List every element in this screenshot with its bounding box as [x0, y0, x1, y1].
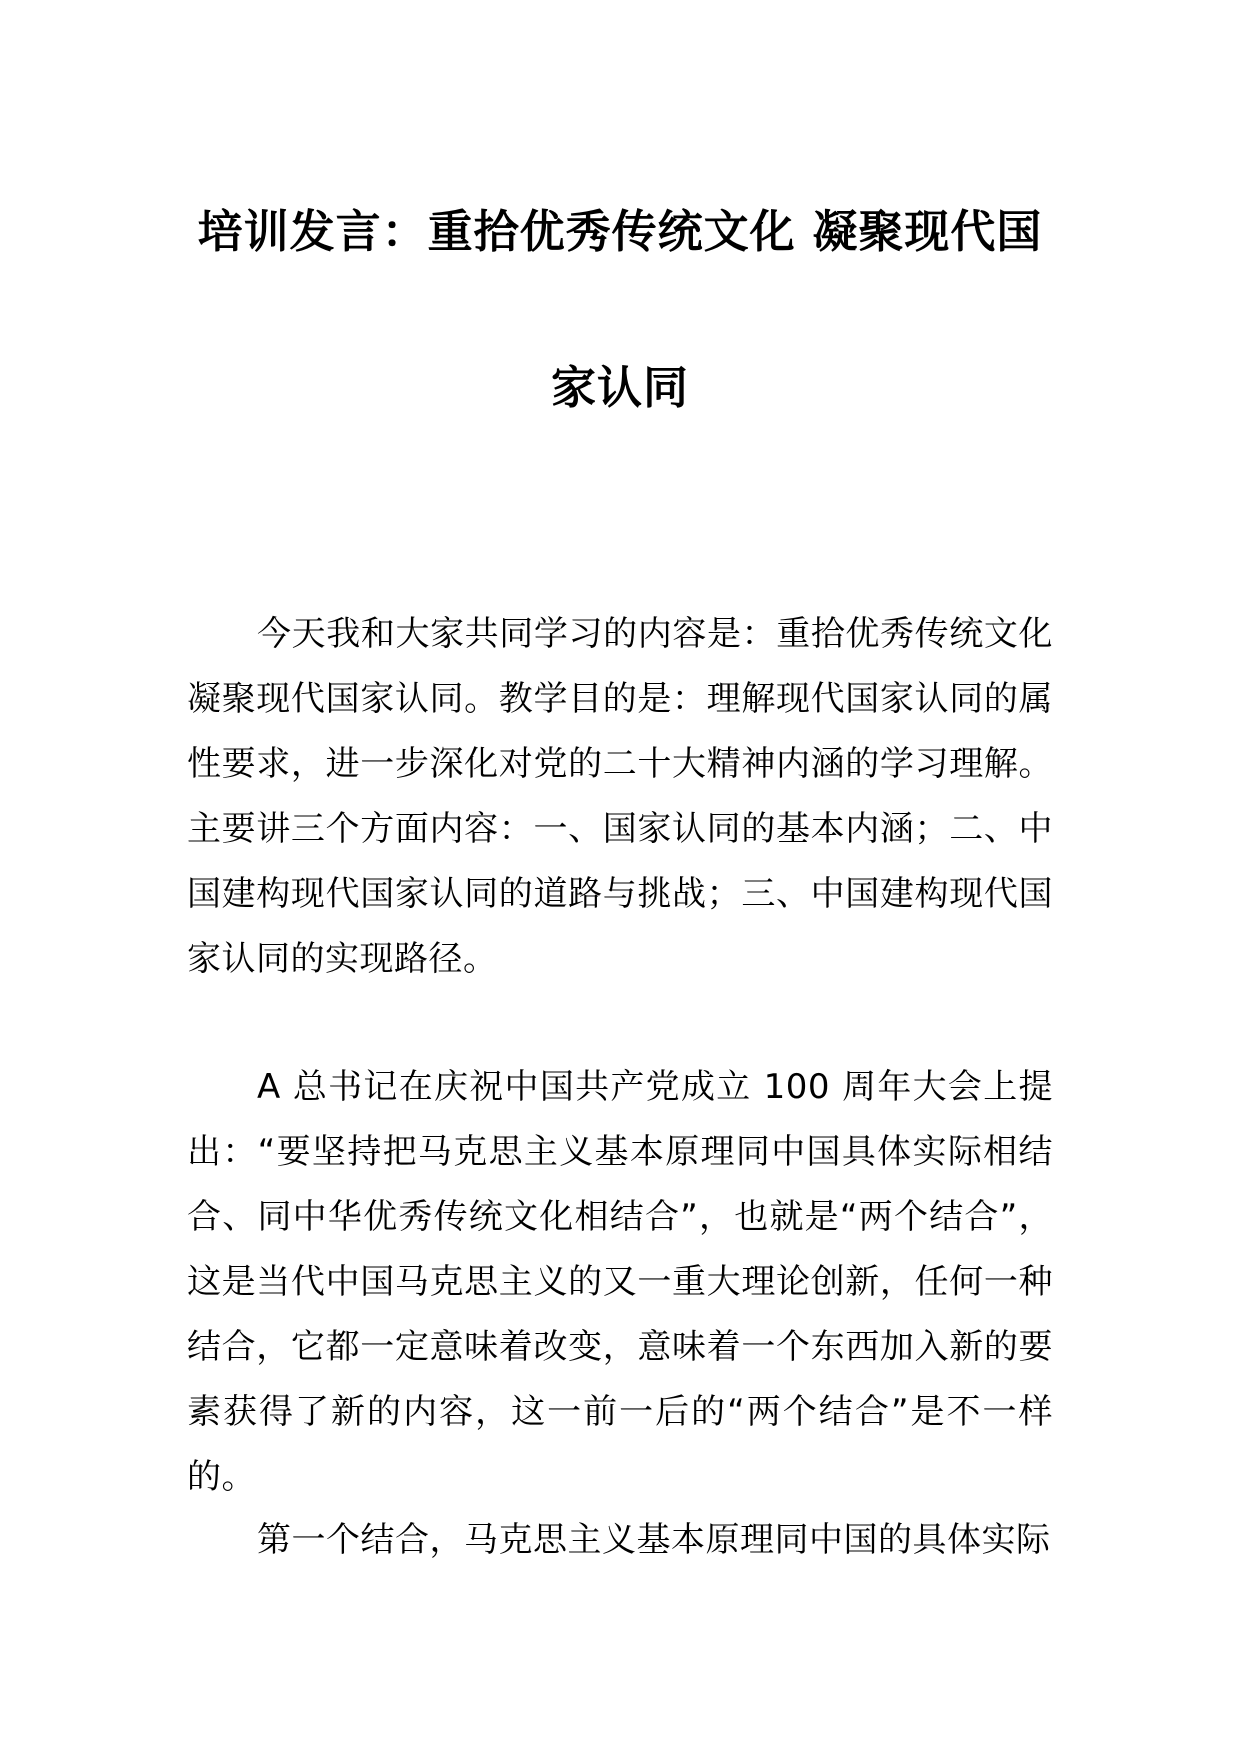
body-paragraph-1: 今天我和大家共同学习的内容是：重拾优秀传统文化 凝聚现代国家认同。教学目的是：理解现代国家认同的属性要求，进一步深化对党的二十大精神内涵的学习理解。主要讲三个方面内容：一、国家认同的基本内涵；二、中国建构现代国家认同的道路与挑战；三、中国建构现代国家认同的实现路径。	[187, 614, 1053, 979]
document-title-line-2: 家认同	[550, 361, 689, 414]
body-paragraph-2: A 总书记在庆祝中国共产党成立 100 周年大会上提出：“要坚持把马克思主义基本原理同中国具体实际相结合、同中华优秀传统文化相结合”，也就是“两个结合”，这是当代中国马克思主义的又一重大理论创新，任何一种结合，它都一定意味着改变，意味着一个东西加入新的要素获得了新的内容，这一前一后的“两个结合”是不一样的。	[187, 1067, 1053, 1497]
document-title-line-1: 培训发言：重拾优秀传统文化 凝聚现代国	[197, 205, 1043, 258]
body-paragraph-3: 第一个结合，马克思主义基本原理同中国的具体实际	[257, 1520, 1051, 1560]
